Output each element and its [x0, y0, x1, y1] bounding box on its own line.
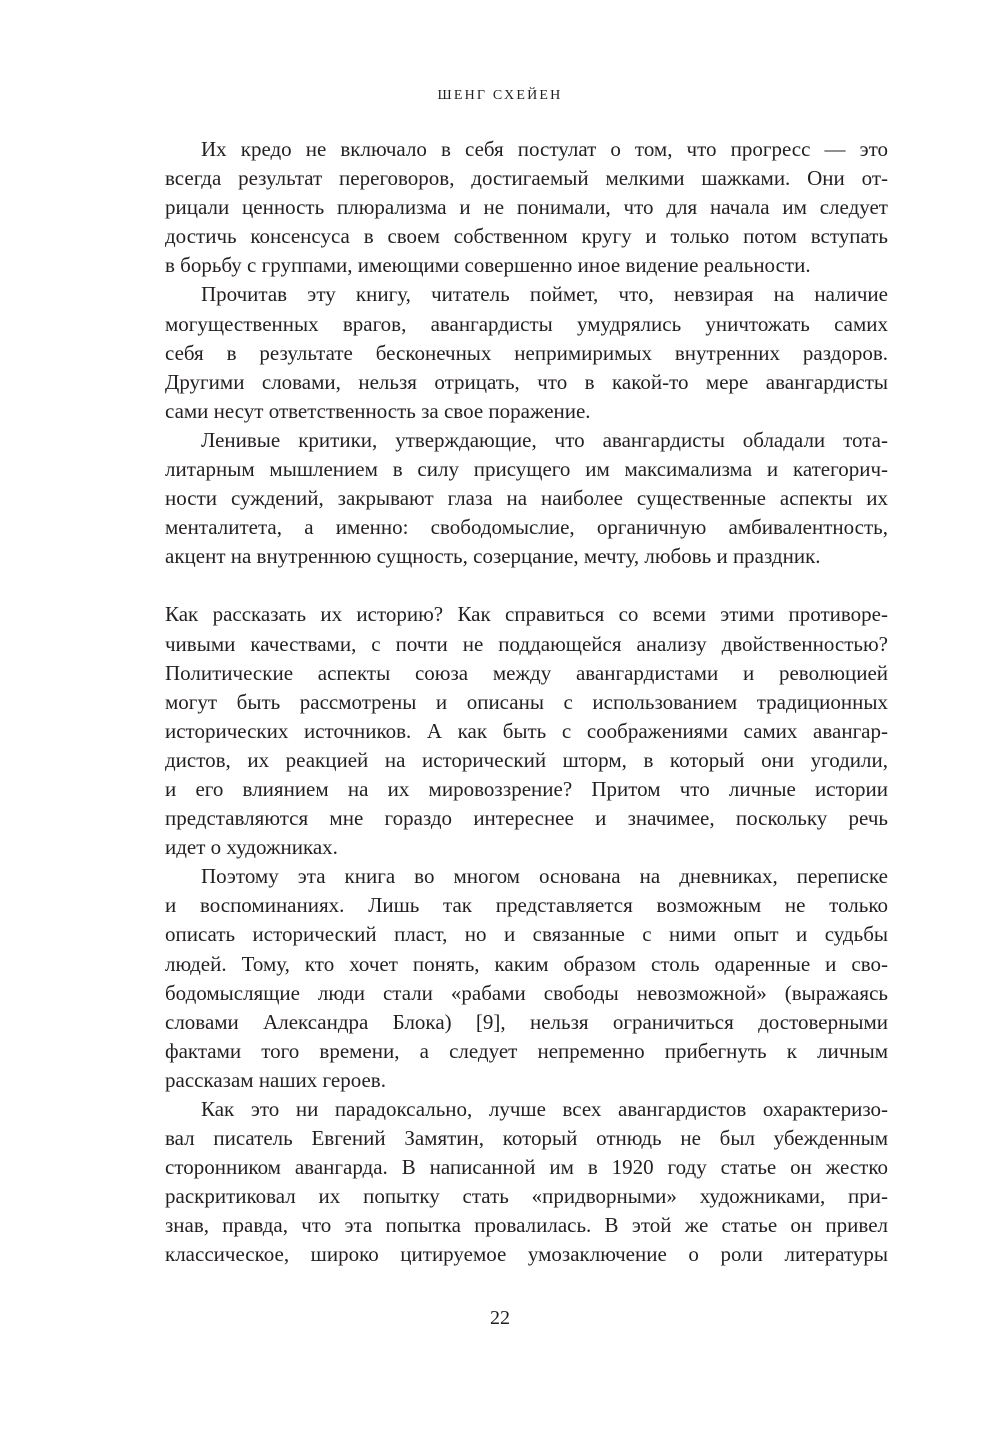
text-line: могущественных врагов, авангардисты умудрялись уничтожать самих — [165, 311, 888, 336]
text-line: и его влиянием на их мировоззрение? Притом что личные истории — [165, 776, 888, 801]
text-line: достичь консенсуса в своем собственном кругу и только потом вступать — [165, 224, 888, 249]
text-line: описать исторический пласт, но и связанные с ними опыт и судьбы — [165, 922, 888, 947]
text-line: акцент на внутреннюю сущность, созерцание, мечту, любовь и праздник. — [165, 544, 821, 569]
text-line: менталитета, а именно: свободомыслие, органичную амбивалентность, — [165, 515, 888, 540]
text-line: Поэтому эта книга во многом основана на дневниках, переписке — [201, 864, 888, 889]
text-line: рассказам наших героев. — [165, 1067, 386, 1092]
text-line: раскритиковал их попытку стать «придворными» художниками, при- — [165, 1184, 888, 1209]
text-line: в борьбу с группами, имеющими совершенно иное видение реальности. — [165, 253, 811, 278]
text-line: Другими словами, нельзя отрицать, что в какой-то мере авангардисты — [165, 369, 888, 394]
text-line: сами несут ответственность за свое поражение. — [165, 398, 591, 423]
text-line: сторонником авангарда. В написанной им в 1920 году статье он жестко — [165, 1155, 888, 1180]
text-line: Политические аспекты союза между авангардистами и революцией — [165, 660, 888, 685]
text-line: идет о художниках. — [165, 835, 338, 860]
text-line: Прочитав эту книгу, читатель поймет, что, невзирая на наличие — [201, 282, 888, 307]
text-line: представляются мне гораздо интереснее и значимее, поскольку речь — [165, 806, 888, 831]
text-line: исторических источников. А как быть с соображениями самих авангар- — [165, 718, 888, 743]
text-line: могут быть рассмотрены и описаны с использованием традиционных — [165, 689, 888, 714]
running-head: ШЕНГ СХЕЙЕН — [437, 88, 563, 103]
paragraph — [165, 426, 888, 571]
text-line: бодомыслящие люди стали «рабами свободы невозможной» (выражаясь — [165, 980, 888, 1005]
text-line: Ленивые критики, утверждающие, что авангардисты обладали тота- — [201, 427, 888, 452]
paragraph — [165, 862, 888, 1095]
text-line: фактами того времени, а следует непременно прибегнуть к личным — [165, 1038, 888, 1063]
paragraph — [165, 280, 888, 425]
text-line: людей. Тому, кто хочет понять, каким образом столь одаренные и сво- — [165, 951, 888, 976]
body-text — [165, 135, 888, 1270]
text-line: знав, правда, что эта попытка провалилась. В этой же статье он привел — [165, 1213, 888, 1238]
text-line: дистов, их реакцией на исторический шторм, в который они угодили, — [165, 747, 888, 772]
text-line: Как это ни парадоксально, лучше всех авангардистов охарактеризо- — [201, 1097, 888, 1121]
text-line: рицали ценность плюрализма и не понимали, что для начала им следует — [165, 195, 888, 220]
text-line: и воспоминаниях. Лишь так представляется возможным не только — [165, 893, 888, 918]
paragraph — [165, 1095, 888, 1270]
paragraph — [165, 600, 888, 862]
paragraph — [165, 135, 888, 280]
text-line: чивыми качествами, с почти не поддающейся анализу двойственностью? — [165, 631, 888, 656]
text-line: классическое, широко цитируемое умозаключение о роли литературы — [165, 1242, 888, 1267]
text-line: литарным мышлением в силу присущего им максимализма и категорич- — [165, 457, 888, 482]
text-line: словами Александра Блока) [9], нельзя ограничиться достоверными — [165, 1009, 888, 1034]
text-line: Как рассказать их историю? Как справиться со всеми этими противоре- — [165, 602, 888, 627]
text-line: ности суждений, закрывают глаза на наиболее существенные аспекты их — [165, 486, 888, 511]
page-number: 22 — [490, 1307, 510, 1329]
text-line: всегда результат переговоров, достигаемый мелкими шажками. Они от- — [165, 166, 888, 191]
text-line: себя в результате бесконечных непримиримых внутренних раздоров. — [165, 340, 888, 365]
text-line: вал писатель Евгений Замятин, который отнюдь не был убежденным — [165, 1126, 888, 1151]
text-line: Их кредо не включало в себя постулат о том, что прогресс — это — [201, 137, 888, 161]
